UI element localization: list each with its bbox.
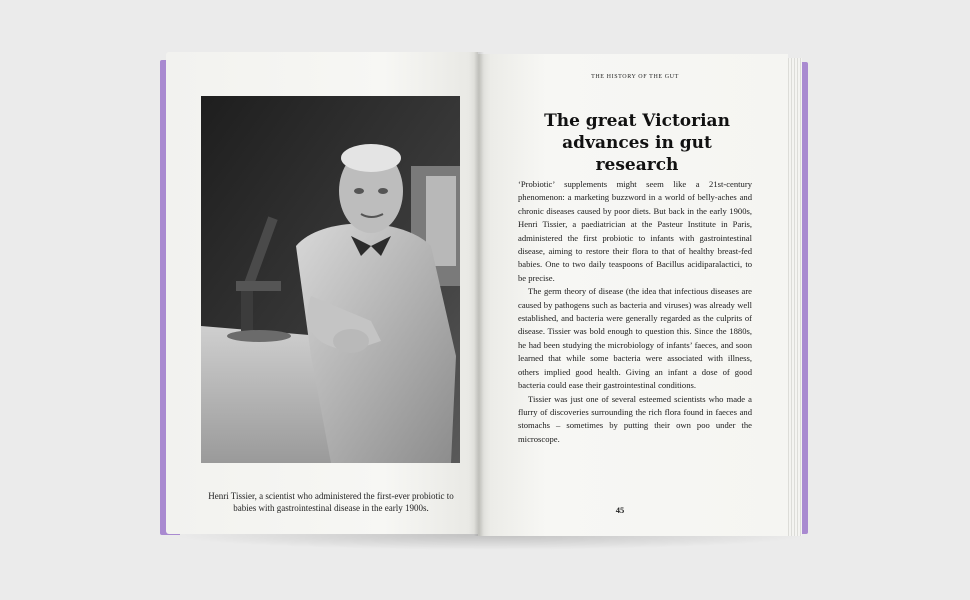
paragraph-1: ‘Probiotic’ supplements might seem like a 21st-century phenomenon: a marketing buzzword in a world of belly-aches and chronic diseases caused by poor diets. But back in the early 1900s, Henri Tissier, a paediatrician at the Pasteur Institute in Paris, administered the first probiotic to infants with gastrointestinal disease, aiming to restore their flora to that of healthy breast-fed babies. One to two daily teaspoons of Bacillus acidiparalactici, to be precise. [518, 179, 752, 283]
paragraph-2: The germ theory of disease (the idea that infectious diseases are caused by pathogens such as bacteria and viruses) was already well established, and bacteria were generally regarded as the culprits of disease. Tissier was bold enough to question this. Since the 1880s, he had been studying the microbiology of infants’ faeces, and soon learned that while some bacteria were associated with illness, others implied good health. Giving an infant a dose of good bacteria could ease their gastrointestinal conditions. [518, 286, 752, 391]
photo-caption: Henri Tissier, a scientist who administered the first-ever probiotic to babies with gastrointestinal disease in the early 1900s. [208, 491, 454, 513]
paragraph-3: Tissier was just one of several esteemed scientists who made a flurry of discoveries surrounding the rich flora found in faeces and stomachs – sometimes by putting their own poo under the microscope. [518, 393, 752, 444]
chapter-title: The great Victorian advances in gut research [544, 111, 730, 175]
running-head: THE HISTORY OF THE GUT [591, 74, 679, 80]
book-gutter [474, 52, 484, 536]
page-number: 45 [615, 505, 625, 515]
body-text [518, 178, 752, 446]
henri-tissier-photo [201, 96, 460, 463]
page-edges [786, 58, 802, 536]
photo-illustration [201, 96, 460, 463]
